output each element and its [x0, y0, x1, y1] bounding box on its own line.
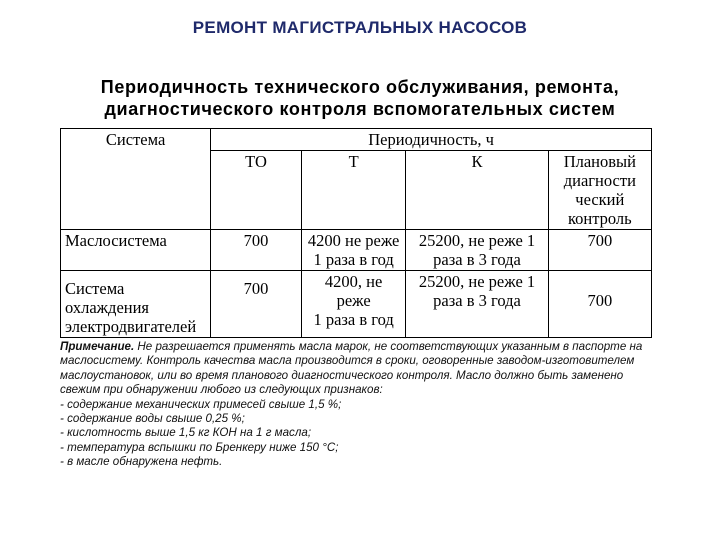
header-plan-line: Плановый [563, 152, 636, 171]
table-header-row-1 [61, 129, 652, 151]
note-label: Примечание. [60, 340, 135, 353]
heading-line-2: диагностического контроля вспомогательных систем [104, 99, 616, 119]
note-paragraph [60, 340, 660, 398]
cell-t [301, 230, 406, 271]
cell-to: 700 [211, 230, 302, 271]
header-to: ТО [211, 151, 302, 230]
list-item: - температура вспышки по Бренкеру ниже 150 °С; [60, 440, 339, 454]
note-block [60, 340, 660, 470]
maintenance-schedule-table [60, 128, 652, 338]
cell-system [61, 271, 211, 338]
header-t: Т [301, 151, 406, 230]
cell-line: 4200, не реже [324, 272, 383, 310]
cell-system: Маслосистема [61, 230, 211, 271]
cell-line: 25200, не реже 1 [418, 272, 536, 291]
slide-title: РЕМОНТ МАГИСТРАЛЬНЫХ НАСОСОВ [192, 18, 528, 37]
list-item: - содержание механических примесей свыше 1,5 %; [60, 397, 342, 411]
cell-line: 1 раза в год [313, 250, 394, 269]
cell-line: 1 раза в год [313, 310, 394, 329]
cell-k [406, 271, 548, 338]
cell-line: раза в 3 года [433, 291, 521, 310]
heading-line-1: Периодичность технического обслуживания, ремонта, [100, 77, 620, 97]
header-periodicity: Периодичность, ч [211, 129, 652, 151]
cell-line: электродвигателей [65, 317, 197, 336]
header-system: Система [61, 129, 211, 230]
table-row [61, 271, 652, 338]
note-list [60, 398, 660, 470]
cell-t [301, 271, 406, 338]
list-item: - кислотность выше 1,5 кг КОН на 1 г масла; [60, 426, 312, 440]
cell-line: раза в 3 года [433, 250, 521, 269]
list-item: - содержание воды свыше 0,25 %; [60, 412, 245, 426]
header-planned-diagnostic [548, 151, 651, 230]
note-text: Не разрешается применять масла марок, не соответствующих указанным в паспорте на маслосистему. Контроль качества масла производится в сроки, оговоренные заводом-изготовителем маслоустановок, или во время планового диагностического контроля. Масло должно быть заменено свежим при обнаружении любого из следующих признаков: [60, 340, 643, 397]
cell-plan: 700 [548, 230, 651, 271]
header-plan-line: диагности [563, 171, 636, 190]
cell-to: 700 [211, 271, 302, 338]
cell-line: охлаждения [65, 298, 150, 317]
table-row [61, 230, 652, 271]
header-plan-line: ческий [575, 190, 625, 209]
document-heading [60, 76, 660, 120]
cell-line: Система [65, 279, 125, 298]
list-item: - в масле обнаружена нефть. [60, 455, 223, 469]
cell-line: 25200, не реже 1 [418, 231, 536, 250]
cell-line: 4200 не реже [307, 231, 400, 250]
cell-k [406, 230, 548, 271]
header-k: К [406, 151, 548, 230]
cell-plan: 700 [548, 271, 651, 338]
header-plan-line: контроль [567, 209, 632, 228]
